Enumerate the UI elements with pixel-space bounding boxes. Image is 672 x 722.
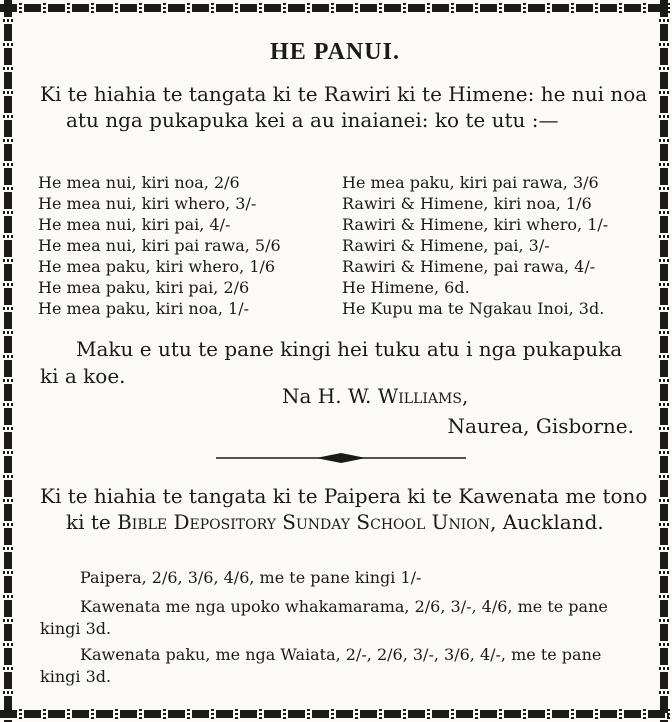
bible-price-item: Paipera, 2/6, 3/6, 4/6, me te pane kingi 1/- xyxy=(80,568,422,587)
price-item: He Himene, 6d. xyxy=(342,278,470,297)
price-item: He mea paku, kiri pai rawa, 3/6 xyxy=(342,173,599,192)
section-divider-ornament xyxy=(216,450,466,466)
signature-name xyxy=(282,384,468,408)
price-item: He mea nui, kiri pai rawa, 5/6 xyxy=(38,236,281,255)
price-item: He mea nui, kiri pai, 4/- xyxy=(38,215,231,234)
price-list-left xyxy=(38,172,281,319)
bible-notice-tail: , Auckland. xyxy=(490,510,604,534)
top-border-ornament xyxy=(0,0,672,16)
price-item: Rawiri & Himene, kiri noa, 1/6 xyxy=(342,194,592,213)
price-item: Rawiri & Himene, kiri whero, 1/- xyxy=(342,215,609,234)
bottom-border-ornament xyxy=(0,706,672,722)
bible-notice-lead: Ki te hiahia te tangata ki te Paipera ki te Kawenata me tono ki te xyxy=(40,484,648,534)
price-item: He mea nui, kiri noa, 2/6 xyxy=(38,173,240,192)
price-item: He mea paku, kiri pai, 2/6 xyxy=(38,278,250,297)
signature-place: Naurea, Gisborne. xyxy=(447,414,634,438)
price-item: He Kupu ma te Ngakau Inoi, 3d. xyxy=(342,299,605,318)
price-item: He mea paku, kiri noa, 1/- xyxy=(38,299,250,318)
price-item: He mea paku, kiri whero, 1/6 xyxy=(38,257,276,276)
bible-notice xyxy=(40,483,672,535)
bible-price-item: Kawenata paku, me nga Waiata, 2/-, 2/6, 3/-, 3/6, 4/-, me te pane kingi 3d. xyxy=(40,645,602,686)
price-list-right xyxy=(342,172,608,319)
page-title: HE PANUI. xyxy=(270,39,400,65)
signature-prefix: Na H. W. xyxy=(282,384,372,408)
intro-paragraph: Ki te hiahia te tangata ki te Rawiri ki te Himene: he nui noa atu nga pukapuka kei a au inaianei: ko te utu :— xyxy=(40,82,648,132)
bible-society-name: Bible Depository Sunday School Union xyxy=(117,510,491,534)
left-border-ornament xyxy=(0,0,16,722)
bible-price-item: Kawenata me nga upoko whakamarama, 2/6, 3/-, 4/6, me te pane kingi 3d. xyxy=(40,597,608,638)
price-item: Rawiri & Himene, pai, 3/- xyxy=(342,236,550,255)
notice-page xyxy=(20,18,650,704)
price-item: Rawiri & Himene, pai rawa, 4/- xyxy=(342,257,596,276)
payment-note: Maku e utu te pane kingi hei tuku atu i nga pukapuka ki a koe. xyxy=(40,337,623,388)
signature-surname: Williams, xyxy=(377,384,469,408)
price-item: He mea nui, kiri whero, 3/- xyxy=(38,194,257,213)
